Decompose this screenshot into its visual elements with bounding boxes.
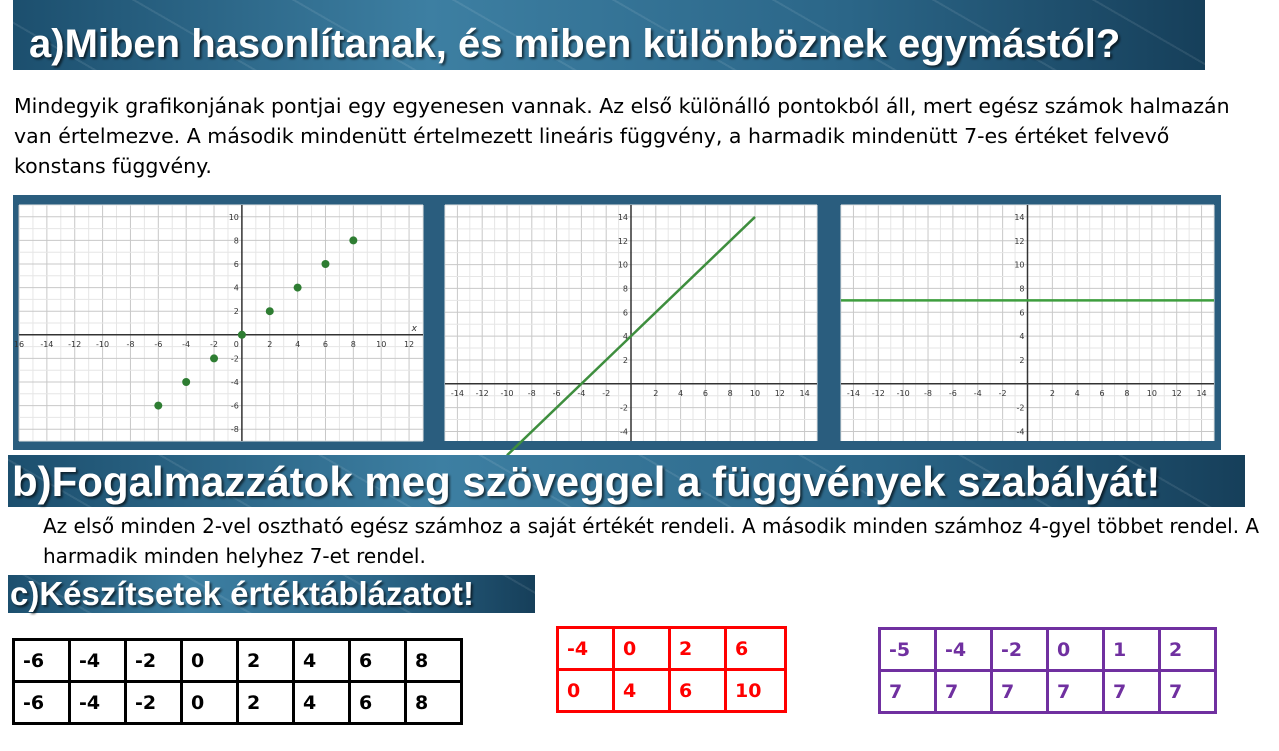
x-tick-label: 10	[376, 339, 387, 349]
table-cell: -4	[70, 682, 126, 724]
table-cell: 8	[406, 682, 462, 724]
x-tick-label: 12	[403, 339, 415, 349]
x-tick-label: -2	[602, 388, 611, 398]
table-cell: 8	[406, 640, 462, 682]
table-cell: -6	[14, 682, 70, 724]
x-tick-label: -14	[450, 388, 464, 398]
y-tick-label: 2	[622, 355, 628, 365]
table-cell: 7	[880, 671, 936, 713]
table-row	[880, 629, 1216, 671]
y-tick-label: 6	[1019, 308, 1025, 318]
x-tick-label: -6	[154, 339, 163, 349]
value-table-2	[556, 626, 787, 713]
graph-2	[445, 205, 817, 441]
y-tick-label: 14	[1014, 212, 1025, 222]
table-cell: 4	[294, 682, 350, 724]
x-tick-label: -12	[68, 339, 82, 349]
y-tick-label: 8	[233, 236, 239, 246]
origin-label: 0	[233, 339, 239, 349]
table-cell: 6	[726, 628, 786, 670]
x-tick-label: 6	[1099, 388, 1105, 398]
x-tick-label: -6	[948, 388, 957, 398]
x-tick-label: -8	[126, 339, 135, 349]
table-cell: 6	[350, 640, 406, 682]
x-tick-label: 2	[267, 339, 273, 349]
table-row	[880, 671, 1216, 713]
table-row	[14, 682, 462, 724]
table-cell: 7	[1104, 671, 1160, 713]
data-point	[321, 260, 329, 268]
graph-3	[841, 205, 1214, 441]
heading-c: c)Készítsetek értéktáblázatot!	[10, 575, 474, 612]
data-point	[182, 378, 190, 386]
data-point	[294, 284, 302, 292]
x-tick-label: 4	[295, 339, 301, 349]
x-tick-label: -12	[871, 388, 885, 398]
x-tick-label: -6	[552, 388, 561, 398]
x-tick-label: -8	[924, 388, 933, 398]
y-tick-label: -2	[620, 403, 628, 413]
y-tick-label: 8	[1019, 284, 1025, 294]
table-cell: 6	[350, 682, 406, 724]
x-tick-label: -10	[896, 388, 910, 398]
table-row	[558, 670, 786, 712]
y-tick-label: 4	[622, 332, 628, 342]
x-tick-label: 8	[1124, 388, 1130, 398]
table-cell: -2	[126, 640, 182, 682]
table-cell: -2	[126, 682, 182, 724]
table-row	[14, 640, 462, 682]
x-tick-label: 4	[1074, 388, 1080, 398]
y-tick-label: 2	[233, 307, 239, 317]
table-cell: 6	[670, 670, 726, 712]
table-cell: 2	[670, 628, 726, 670]
y-tick-label: 10	[228, 212, 239, 222]
x-axis-label: x	[411, 323, 417, 334]
table-cell: 2	[1160, 629, 1216, 671]
graph-3-svg	[841, 205, 1214, 441]
table-cell: 0	[1048, 629, 1104, 671]
y-tick-label: -6	[230, 401, 239, 411]
data-point	[154, 402, 162, 410]
table-cell: 0	[558, 670, 614, 712]
x-tick-label: 6	[702, 388, 708, 398]
y-tick-label: 2	[1019, 355, 1025, 365]
table-cell: 7	[992, 671, 1048, 713]
value-table-1	[12, 638, 463, 725]
x-tick-label: 12	[774, 388, 785, 398]
x-tick-label: -4	[182, 339, 191, 349]
y-tick-label: -2	[230, 354, 239, 364]
x-tick-label: 14	[1196, 388, 1207, 398]
table-cell: -4	[936, 629, 992, 671]
y-tick-label: 4	[233, 283, 239, 293]
data-point	[238, 331, 246, 339]
table-cell: -4	[70, 640, 126, 682]
x-tick-label: 8	[350, 339, 356, 349]
y-tick-label: 6	[233, 260, 239, 269]
table-cell: 4	[294, 640, 350, 682]
table-cell: 2	[238, 640, 294, 682]
y-tick-label: 10	[617, 260, 628, 270]
x-tick-label: 6	[322, 339, 329, 349]
x-tick-label: -8	[527, 388, 536, 398]
table-cell: -6	[14, 640, 70, 682]
table-cell: 4	[614, 670, 670, 712]
x-tick-label: 12	[1171, 388, 1182, 398]
table-cell: 0	[182, 682, 238, 724]
data-point	[266, 307, 274, 315]
x-tick-label: 14	[799, 388, 810, 398]
x-tick-label: -10	[500, 388, 514, 398]
y-tick-label: -4	[1016, 427, 1025, 437]
x-tick-label: 2	[1049, 388, 1055, 398]
graph-2-svg	[445, 205, 817, 441]
table-cell: 7	[1048, 671, 1104, 713]
y-tick-label: 12	[1014, 236, 1025, 246]
graph-1-svg	[13, 205, 423, 441]
heading-a-banner	[13, 0, 1205, 70]
x-tick-label: -14	[846, 388, 860, 398]
table-cell: 2	[238, 682, 294, 724]
heading-a: a)Miben hasonlítanak, és miben különböznek egymástól?	[29, 22, 1121, 66]
x-tick-label: 10	[1146, 388, 1157, 398]
y-tick-label: 14	[617, 212, 628, 222]
y-tick-label: -2	[1016, 403, 1025, 413]
x-tick-label: 16	[13, 339, 25, 349]
x-tick-label: -4	[973, 388, 982, 398]
answer-b-text: Az első minden 2-vel osztható egész számhoz a saját értékét rendeli. A második minden számhoz 4-gyel többet rendel. A harmadik minden helyhez 7-et rendel.	[43, 514, 1260, 568]
y-tick-label: -4	[620, 427, 628, 437]
y-tick-label: 6	[622, 308, 628, 318]
y-tick-label: 8	[622, 284, 628, 294]
data-point	[349, 236, 357, 244]
heading-b: b)Fogalmazzátok meg szöveggel a függvények szabályát!	[12, 458, 1161, 505]
table-cell: 10	[726, 670, 786, 712]
heading-c-banner	[8, 575, 535, 613]
graphs-panel	[13, 195, 1221, 450]
y-tick-label: 4	[1019, 332, 1025, 342]
x-tick-label: -14	[40, 339, 54, 349]
table-cell: 0	[614, 628, 670, 670]
table-cell: 0	[182, 640, 238, 682]
table-cell: 7	[1160, 671, 1216, 713]
x-tick-label: 8	[727, 388, 733, 398]
x-tick-label: -4	[577, 388, 586, 398]
x-tick-label: 4	[678, 388, 684, 398]
heading-b-banner	[8, 455, 1245, 507]
table-row	[558, 628, 786, 670]
y-tick-label: -4	[230, 378, 239, 387]
table-cell: -4	[558, 628, 614, 670]
table-cell: -2	[992, 629, 1048, 671]
graph-1	[13, 205, 423, 441]
y-tick-label: 12	[617, 236, 628, 246]
data-point	[210, 354, 218, 362]
x-tick-label: 2	[653, 388, 659, 398]
y-tick-label: -8	[230, 425, 239, 435]
y-tick-label: 10	[1014, 260, 1025, 270]
table-cell: -5	[880, 629, 936, 671]
x-tick-label: 10	[749, 388, 761, 398]
table-cell: 1	[1104, 629, 1160, 671]
x-tick-label: -12	[475, 388, 489, 398]
answer-a-text: Mindegyik grafikonjának pontjai egy egyenesen vannak. Az első különálló pontokból áll, mert egész számok halmazán van értelmezve. A második mindenütt értelmezett lineáris függvény, a harmadik mindenütt 7-es értéket felvevő konstans függvény.	[14, 94, 1230, 178]
x-tick-label: -2	[210, 339, 219, 349]
x-tick-label: -10	[96, 339, 110, 349]
value-table-3	[878, 627, 1217, 714]
x-tick-label: -2	[998, 388, 1007, 398]
table-cell: 7	[936, 671, 992, 713]
